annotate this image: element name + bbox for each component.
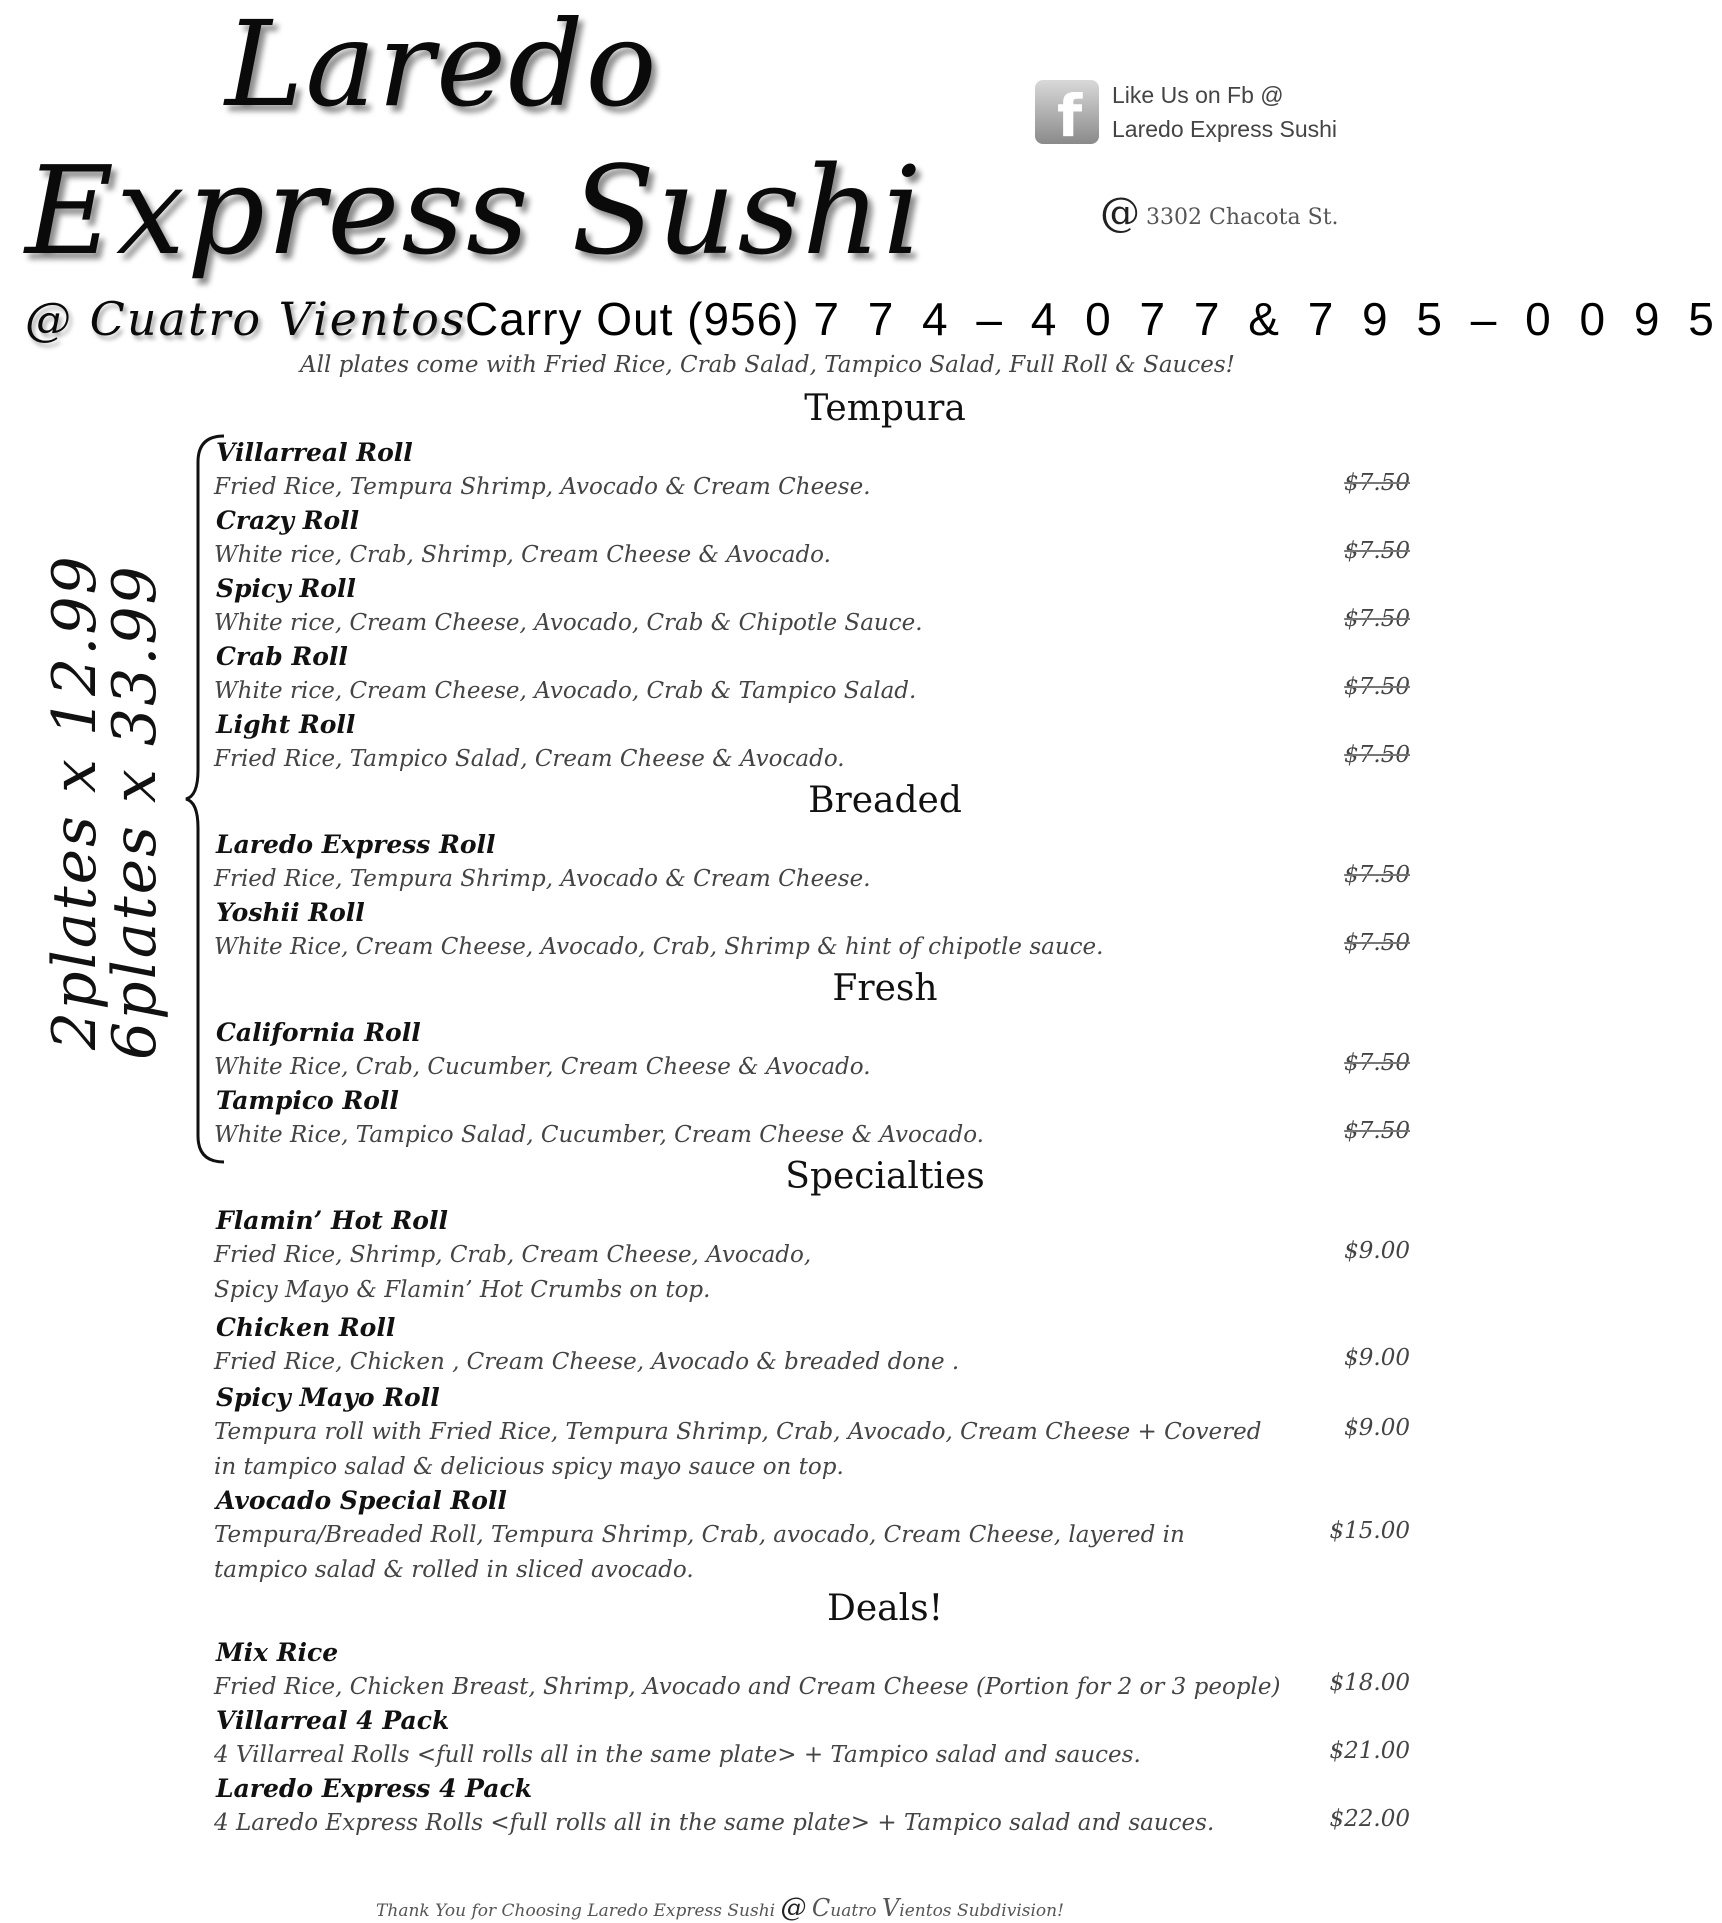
item-price: $18.00 <box>1329 1670 1410 1696</box>
footer-thanks <box>0 1893 1440 1923</box>
phone-numbers: 7 7 4 – 4 0 7 7 & 7 9 5 – 0 0 9 5 <box>813 293 1722 345</box>
address <box>1100 190 1339 236</box>
facebook-promo <box>1112 78 1337 146</box>
item-name: Laredo Express Roll <box>216 830 496 859</box>
item-price: $9.00 <box>1344 1415 1410 1441</box>
item-price: $7.50 <box>1344 538 1410 564</box>
item-desc: in tampico salad & delicious spicy mayo sauce on top. <box>214 1454 844 1480</box>
footer-at: @ <box>780 1893 807 1923</box>
item-desc: Fried Rice, Tempura Shrimp, Avocado & Cream Cheese. <box>214 474 871 500</box>
facebook-line2: Laredo Express Sushi <box>1112 116 1338 142</box>
item-desc: 4 Villarreal Rolls <full rolls all in the same plate> + Tampico salad and sauces. <box>214 1742 1141 1768</box>
item-name: Villarreal Roll <box>216 438 413 467</box>
item-price: $7.50 <box>1344 606 1410 632</box>
item-name: Chicken Roll <box>216 1313 396 1342</box>
section-tempura: Tempura <box>804 388 966 429</box>
item-desc: tampico salad & rolled in sliced avocado. <box>214 1557 694 1583</box>
restaurant-title-line1: Laredo <box>225 0 659 133</box>
item-name: Crab Roll <box>216 642 348 671</box>
item-name: Crazy Roll <box>216 506 360 535</box>
item-price: $21.00 <box>1329 1738 1410 1764</box>
section-fresh: Fresh <box>832 968 938 1009</box>
plates-note: All plates come with Fried Rice, Crab Salad, Tampico Salad, Full Roll & Sauces! <box>300 352 1235 378</box>
item-name: Flamin’ Hot Roll <box>216 1206 448 1235</box>
item-name: Laredo Express 4 Pack <box>216 1774 533 1803</box>
item-desc: White rice, Cream Cheese, Avocado, Crab & Tampico Salad. <box>214 678 917 704</box>
address-at: @ <box>1100 190 1140 236</box>
item-name: Spicy Mayo Roll <box>216 1383 440 1412</box>
item-price: $7.50 <box>1344 862 1410 888</box>
item-name: Avocado Special Roll <box>216 1486 507 1515</box>
side-deal-6plates: 6plates x 33.99 <box>100 564 170 1060</box>
restaurant-title-line2: Express Sushi <box>25 140 924 282</box>
item-name: Villarreal 4 Pack <box>216 1706 450 1735</box>
item-desc: 4 Laredo Express Rolls <full rolls all in the same plate> + Tampico salad and sauces. <box>214 1810 1215 1836</box>
facebook-icon[interactable]: f <box>1035 80 1099 144</box>
item-desc: White rice, Crab, Shrimp, Cream Cheese & Avocado. <box>214 542 831 568</box>
footer-v: V <box>881 1894 900 1922</box>
side-deal-2plates: 2plates x 12.99 <box>40 554 110 1050</box>
phone-area-code: (956) <box>687 293 800 345</box>
item-desc: Tempura roll with Fried Rice, Tempura Shrimp, Crab, Avocado, Cream Cheese + Covered <box>214 1419 1262 1445</box>
item-desc: White rice, Cream Cheese, Avocado, Crab & Chipotle Sauce. <box>214 610 923 636</box>
item-name: Light Roll <box>216 710 356 739</box>
footer-text3: ientos Subdivision! <box>899 1901 1064 1921</box>
footer-text1: Thank You for Choosing Laredo Express Sushi <box>376 1901 776 1921</box>
location-subtitle: @ Cuatro Vientos <box>25 292 467 346</box>
item-desc: Fried Rice, Chicken , Cream Cheese, Avocado & breaded done . <box>214 1349 960 1375</box>
item-name: Spicy Roll <box>216 574 356 603</box>
item-desc: Spicy Mayo & Flamin’ Hot Crumbs on top. <box>214 1277 711 1303</box>
item-price: $9.00 <box>1344 1238 1410 1264</box>
footer-text2: uatro <box>830 1901 882 1921</box>
section-breaded: Breaded <box>808 780 962 821</box>
section-deals: Deals! <box>826 1588 944 1629</box>
section-specialties: Specialties <box>785 1156 985 1197</box>
item-name: Mix Rice <box>216 1638 339 1667</box>
item-desc: Tempura/Breaded Roll, Tempura Shrimp, Crab, avocado, Cream Cheese, layered in <box>214 1522 1185 1548</box>
item-desc: Fried Rice, Tempura Shrimp, Avocado & Cream Cheese. <box>214 866 871 892</box>
address-text: 3302 Chacota St. <box>1146 205 1339 230</box>
item-price: $22.00 <box>1329 1806 1410 1832</box>
item-price: $9.00 <box>1344 1345 1410 1371</box>
item-price: $7.50 <box>1344 1118 1410 1144</box>
item-price: $7.50 <box>1344 470 1410 496</box>
item-name: California Roll <box>216 1018 421 1047</box>
facebook-line1: Like Us on Fb @ <box>1112 82 1284 108</box>
item-price: $7.50 <box>1344 742 1410 768</box>
carry-out-label: Carry Out <box>465 293 674 345</box>
item-price: $7.50 <box>1344 674 1410 700</box>
item-price: $7.50 <box>1344 930 1410 956</box>
item-desc: White Rice, Cream Cheese, Avocado, Crab, Shrimp & hint of chipotle sauce. <box>214 934 1104 960</box>
item-name: Yoshii Roll <box>216 898 365 927</box>
footer-c: C <box>811 1894 831 1922</box>
item-price: $15.00 <box>1329 1518 1410 1544</box>
item-price: $7.50 <box>1344 1050 1410 1076</box>
item-desc: White Rice, Crab, Cucumber, Cream Cheese & Avocado. <box>214 1054 871 1080</box>
item-desc: Fried Rice, Chicken Breast, Shrimp, Avocado and Cream Cheese (Portion for 2 or 3 people) <box>214 1674 1281 1700</box>
item-desc: White Rice, Tampico Salad, Cucumber, Cream Cheese & Avocado. <box>214 1122 984 1148</box>
item-desc: Fried Rice, Shrimp, Crab, Cream Cheese, Avocado, <box>214 1242 812 1268</box>
item-name: Tampico Roll <box>216 1086 399 1115</box>
carry-out-phone <box>465 292 1722 346</box>
item-desc: Fried Rice, Tampico Salad, Cream Cheese & Avocado. <box>214 746 845 772</box>
